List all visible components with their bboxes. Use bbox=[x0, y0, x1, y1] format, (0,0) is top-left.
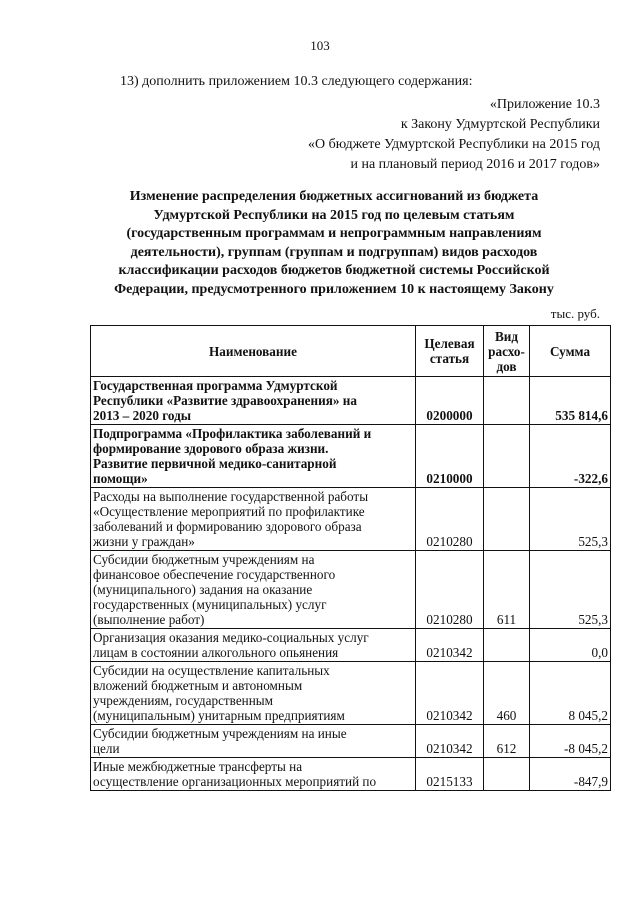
annex-line: к Закону Удмуртской Республики bbox=[400, 117, 600, 132]
cell-name-line: Иные межбюджетные трансферты на bbox=[93, 759, 303, 774]
table-row bbox=[91, 551, 611, 629]
annex-line: «О бюджете Удмуртской Республики на 2015 год bbox=[307, 137, 600, 152]
header-target-article: Целевая статья bbox=[416, 326, 484, 377]
page-number: 103 bbox=[310, 38, 330, 53]
header-name: Наименование bbox=[91, 326, 416, 377]
cell-name bbox=[91, 377, 416, 425]
heading-line: классификации расходов бюджетов бюджетной системы Российской bbox=[118, 263, 550, 278]
heading-line: Федерации, предусмотренного приложением 10 к настоящему Закону bbox=[114, 281, 554, 297]
cell-name-line: Организация оказания медико-социальных услуг bbox=[93, 630, 369, 645]
cell-name-line: лицам в состоянии алкогольного опьянения bbox=[93, 645, 339, 660]
cell-target-article: 0210342 bbox=[416, 662, 484, 725]
table-header-row bbox=[91, 326, 611, 377]
cell-amount: 535 814,6 bbox=[530, 377, 611, 425]
heading-line: (государственным программам и непрограммным направлениям bbox=[126, 226, 542, 241]
cell-expense-type: 612 bbox=[484, 725, 530, 758]
cell-expense-type bbox=[484, 488, 530, 551]
cell-name-line: заболеваний и формированию здорового образа bbox=[93, 519, 362, 534]
cell-name-line: жизни у граждан» bbox=[93, 534, 195, 549]
cell-name-line: Субсидии бюджетным учреждениям на bbox=[93, 552, 315, 567]
heading-line: Удмуртской Республики на 2015 год по целевым статьям bbox=[153, 207, 515, 223]
cell-expense-type: 611 bbox=[484, 551, 530, 629]
cell-target-article: 0215133 bbox=[416, 758, 484, 791]
table-row bbox=[91, 662, 611, 725]
cell-target-article: 0210342 bbox=[416, 725, 484, 758]
cell-name-line: вложений бюджетным и автономным bbox=[93, 678, 303, 693]
header-amount: Сумма bbox=[530, 326, 611, 377]
cell-name bbox=[91, 551, 416, 629]
cell-name-line: (выполнение работ) bbox=[93, 612, 205, 627]
cell-expense-type: 460 bbox=[484, 662, 530, 725]
cell-name-line: Государственная программа Удмуртской bbox=[93, 378, 338, 393]
cell-target-article: 0200000 bbox=[416, 377, 484, 425]
cell-name bbox=[91, 758, 416, 791]
cell-expense-type bbox=[484, 629, 530, 662]
cell-name bbox=[91, 629, 416, 662]
cell-name bbox=[91, 488, 416, 551]
table-row bbox=[91, 488, 611, 551]
table-row bbox=[91, 725, 611, 758]
cell-amount: 8 045,2 bbox=[530, 662, 611, 725]
cell-target-article: 0210280 bbox=[416, 488, 484, 551]
cell-name-line: помощи» bbox=[93, 471, 148, 486]
cell-expense-type bbox=[484, 425, 530, 488]
header-expense-type: Вид расхо- дов bbox=[484, 326, 530, 377]
cell-name-line: осуществление организационных мероприятий по bbox=[93, 774, 377, 789]
cell-name-line: цели bbox=[93, 741, 120, 756]
table-row bbox=[91, 425, 611, 488]
cell-name-line: финансовое обеспечение государственного bbox=[93, 567, 336, 582]
document-heading bbox=[84, 188, 584, 299]
cell-name-line: Субсидии на осуществление капитальных bbox=[93, 663, 330, 678]
units-label: тыс. руб. bbox=[550, 306, 600, 321]
table-row bbox=[91, 377, 611, 425]
cell-amount: -8 045,2 bbox=[530, 725, 611, 758]
cell-amount: -847,9 bbox=[530, 758, 611, 791]
table-body bbox=[91, 377, 611, 791]
cell-target-article: 0210000 bbox=[416, 425, 484, 488]
annex-line: «Приложение 10.3 bbox=[489, 97, 600, 112]
cell-target-article: 0210280 bbox=[416, 551, 484, 629]
page-bottom-margin bbox=[0, 860, 640, 905]
cell-name-line: (муниципального) задания на оказание bbox=[93, 582, 313, 597]
table-row bbox=[91, 629, 611, 662]
cell-name bbox=[91, 725, 416, 758]
cell-name bbox=[91, 662, 416, 725]
cell-name-line: (муниципальным) унитарным предприятиям bbox=[93, 708, 345, 723]
cell-name-line: Республики «Развитие здравоохранения» на bbox=[93, 393, 357, 408]
cell-name-line: 2013 – 2020 годы bbox=[93, 408, 192, 423]
cell-amount: 0,0 bbox=[530, 629, 611, 662]
cell-expense-type bbox=[484, 377, 530, 425]
annex-reference bbox=[308, 95, 600, 175]
cell-target-article: 0210342 bbox=[416, 629, 484, 662]
annex-line: и на плановый период 2016 и 2017 годов» bbox=[350, 157, 600, 172]
budget-table bbox=[90, 325, 611, 791]
cell-amount: 525,3 bbox=[530, 488, 611, 551]
cell-name-line: Подпрограмма «Профилактика заболеваний и bbox=[93, 426, 372, 441]
cell-name-line: Расходы на выполнение государственной работы bbox=[93, 489, 369, 504]
table-row bbox=[91, 758, 611, 791]
cell-name-line: государственных (муниципальных) услуг bbox=[93, 597, 327, 612]
cell-name-line: Субсидии бюджетным учреждениям на иные bbox=[93, 726, 347, 741]
cell-name bbox=[91, 425, 416, 488]
cell-amount: 525,3 bbox=[530, 551, 611, 629]
heading-line: Изменение распределения бюджетных ассигнований из бюджета bbox=[129, 189, 539, 204]
cell-expense-type bbox=[484, 758, 530, 791]
cell-amount: -322,6 bbox=[530, 425, 611, 488]
cell-name-line: формирование здорового образа жизни. bbox=[93, 441, 329, 456]
amendment-intro: 13) дополнить приложением 10.3 следующего содержания: bbox=[120, 74, 473, 89]
cell-name-line: «Осуществление мероприятий по профилактике bbox=[93, 504, 365, 519]
heading-line: деятельности), группам (группам и подгруппам) видов расходов bbox=[130, 244, 538, 260]
cell-name-line: Развитие первичной медико-санитарной bbox=[93, 456, 337, 471]
cell-name-line: учреждениям, государственным bbox=[93, 693, 274, 708]
